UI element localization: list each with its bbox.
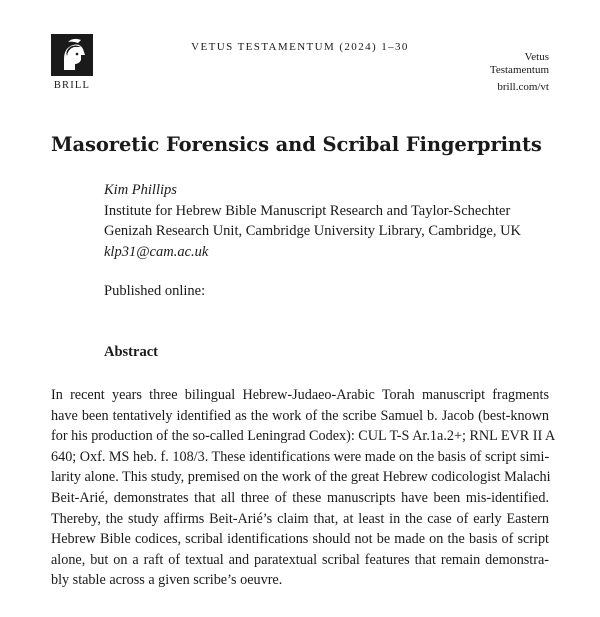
running-head: VETUS TESTAMENTUM (2024) 1–30: [191, 41, 409, 53]
author-name: Kim Phillips: [104, 182, 177, 198]
journal-info: [490, 51, 549, 94]
abstract-line: alone, but on a raft of textual and paratextual scribal features that remain demonstra-: [51, 551, 549, 568]
published-online: Published online:: [104, 283, 206, 299]
journal-name-line1: Vetus: [524, 51, 549, 63]
abstract-line: larity alone. This study, premised on the work of the great Hebrew codicologist Malachi: [51, 469, 551, 486]
abstract-line: have been tentatively identified as the work of the scribe Samuel b. Jacob (best-known: [51, 407, 549, 424]
abstract-line: 640; Oxf. MS heb. f. 108/3. These identifications were made on the basis of script simi-: [51, 448, 550, 465]
abstract-heading: Abstract: [104, 344, 158, 360]
affiliation-line2: Genizah Research Unit, Cambridge University Library, Cambridge, UK: [104, 223, 522, 239]
journal-url-link[interactable]: brill.com/vt: [497, 81, 549, 93]
affiliation-line1: Institute for Hebrew Bible Manuscript Research and Taylor-Schechter: [104, 202, 511, 219]
abstract-line: Beit-Arié, demonstrates that all three of these manuscripts have been mis-identified.: [51, 489, 549, 506]
abstract-line: In recent years three bilingual Hebrew-Judaeo-Arabic Torah manuscript fragments: [51, 387, 549, 403]
abstract-line: for his production of the so-called Leningrad Codex): CUL T-S Ar.1a.2+; RNL EVR II A: [51, 428, 556, 445]
abstract-line: bly stable across a given scribe’s oeuvre.: [51, 572, 283, 589]
publisher-name: BRILL: [53, 80, 91, 91]
abstract-line: Hebrew Bible codices, scribal identifications should not be made on the basis of script: [51, 531, 549, 548]
journal-name-line2: Testamentum: [489, 64, 549, 76]
abstract-line: Thereby, the study affirms Beit-Arié’s claim that, at least in the case of early Eastern: [51, 510, 549, 527]
abstract-body: [51, 385, 556, 591]
author-block: [104, 180, 521, 262]
author-email-link[interactable]: klp31@cam.ac.uk: [104, 243, 209, 260]
article-title: Masoretic Forensics and Scribal Fingerprints: [51, 133, 542, 156]
